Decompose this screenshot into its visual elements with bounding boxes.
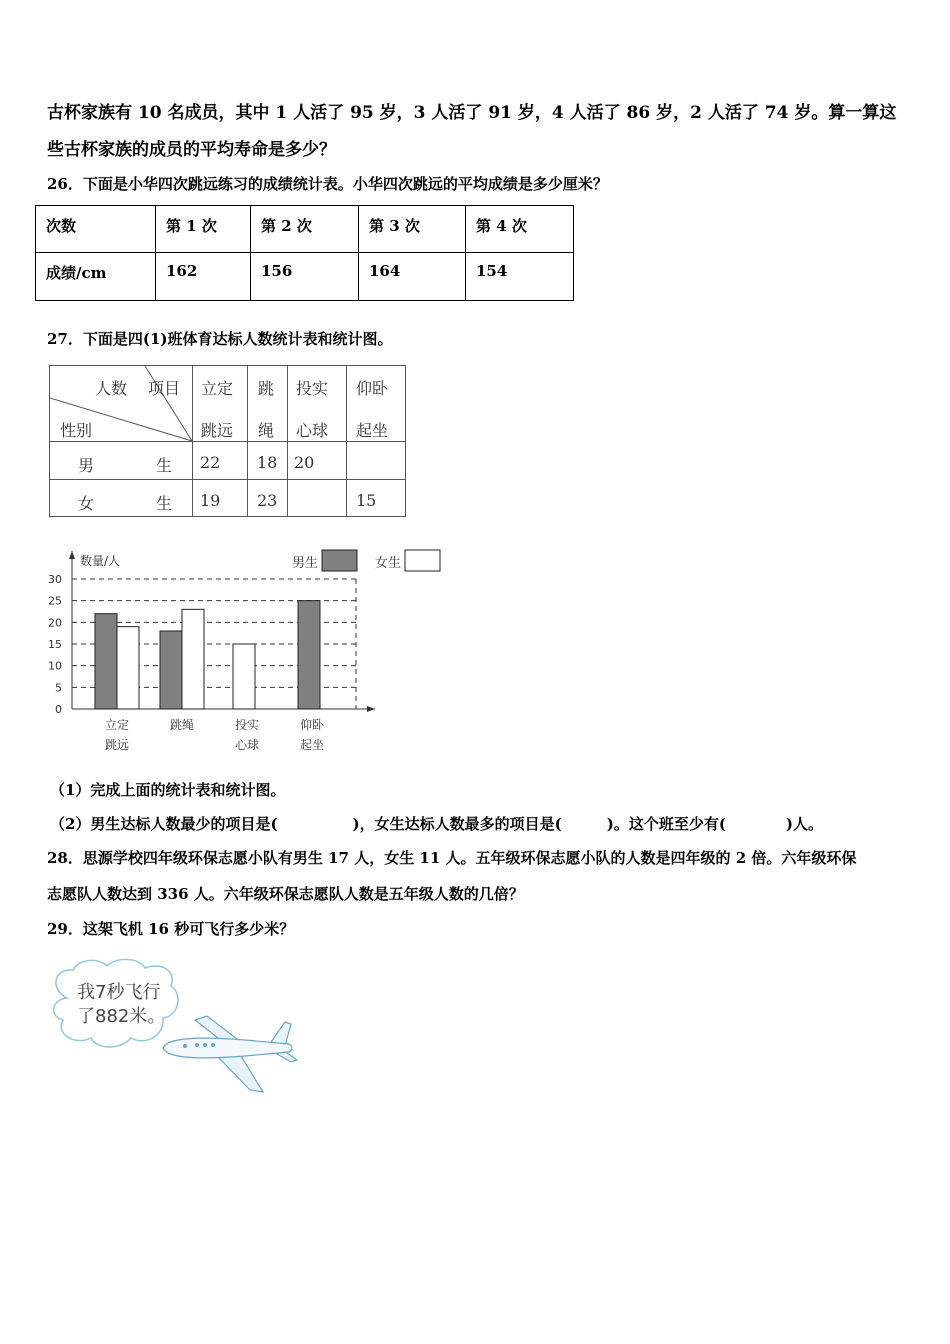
bar-boys [160, 631, 182, 709]
col-header-ball: 心球 [296, 421, 329, 440]
fitness-bar-chart [30, 545, 450, 760]
bar-boys [298, 601, 320, 709]
x-tick-label: 心球 [234, 738, 260, 752]
airplane-icon [163, 1016, 297, 1092]
x-axis-arrow [367, 706, 375, 712]
q27-stat-table [49, 365, 406, 517]
q26-value-cell: 154 [466, 253, 574, 301]
y-tick-label: 10 [48, 659, 62, 673]
x-tick-label: 跳绳 [169, 718, 195, 732]
q25-line2: 些古杯家族的成员的平均寿命是多少？ [47, 140, 336, 160]
q27-sub1: （1）完成上面的统计表和统计图。 [50, 781, 286, 799]
x-tick-label: 立定 [104, 718, 130, 732]
airplane-illustration [45, 958, 310, 1103]
col-header-rope: 跳 [258, 379, 275, 398]
q28-line2: 志愿队人数达到 336 人。六年级环保志愿队人数是五年级人数的几倍？ [47, 885, 524, 903]
q26-header-cell: 第 2 次 [251, 206, 359, 253]
q27-text: 27．下面是四(1)班体育达标人数统计表和统计图。 [47, 330, 393, 348]
bar-boys [95, 614, 117, 709]
y-tick-label: 25 [48, 594, 62, 608]
legend-swatch [405, 550, 440, 571]
legend-swatch [322, 550, 357, 571]
q26-header-row [36, 206, 574, 253]
y-tick-label: 0 [55, 703, 62, 716]
q27-sub2: （2）男生达标人数最少的项目是( )，女生达标人数最多的项目是( )。这个班至少有( )人。 [50, 815, 824, 833]
y-tick-label: 15 [48, 638, 62, 651]
row-label-female: 女 [78, 494, 95, 513]
q26-value-cell: 164 [359, 253, 466, 301]
col-header-situp: 起坐 [356, 421, 389, 440]
q26-score-table [35, 205, 574, 301]
legend-label: 男生 [292, 556, 319, 571]
q26-header-cell: 第 3 次 [359, 206, 466, 253]
x-tick-label: 跳远 [104, 738, 130, 752]
table-cell: 15 [356, 491, 377, 510]
speech-bubble [54, 959, 178, 1047]
row-label-male: 生 [156, 456, 173, 475]
bubble-line2: 了882米。 [77, 1006, 166, 1027]
y-tick-label: 30 [48, 573, 62, 586]
q26-header-cell: 次数 [36, 206, 156, 253]
corner-gender-label: 性别 [60, 421, 93, 440]
q26-value-row [36, 253, 574, 301]
q26-value-cell: 162 [156, 253, 251, 301]
y-axis-arrow [69, 551, 75, 559]
col-header-long-jump: 跳远 [201, 421, 234, 440]
y-tick-label: 5 [55, 681, 62, 695]
bubble-line1: 我7秒飞行 [77, 982, 161, 1003]
bar-girls [182, 609, 204, 709]
table-cell: 19 [200, 491, 221, 510]
col-header-situp: 仰卧 [356, 379, 389, 398]
table-cell: 22 [200, 453, 221, 472]
x-tick-label: 仰卧 [299, 718, 325, 732]
row-label-male: 男 [78, 456, 95, 475]
x-tick-label: 投实 [234, 718, 260, 732]
corner-item-label: 项目 [148, 379, 181, 398]
col-header-rope: 绳 [258, 421, 275, 440]
corner-count-label: 人数 [95, 379, 128, 398]
legend-label: 女生 [375, 556, 402, 571]
table-cell: 18 [257, 453, 278, 472]
q26-text: 26．下面是小华四次跳远练习的成绩统计表。小华四次跳远的平均成绩是多少厘米？ [47, 175, 608, 193]
table-cell: 23 [257, 491, 278, 510]
q26-header-cell: 第 4 次 [466, 206, 574, 253]
q26-value-cell: 成绩/cm [36, 253, 156, 301]
y-tick-label: 20 [48, 616, 62, 630]
row-label-female: 生 [156, 494, 173, 513]
q26-value-cell: 156 [251, 253, 359, 301]
col-header-ball: 投实 [296, 379, 329, 398]
q28-line1: 28．思源学校四年级环保志愿小队有男生 17 人，女生 11 人。五年级环保志愿小队的人数是四年级的 2 倍。六年级环保 [47, 849, 857, 867]
table-cell: 20 [294, 453, 315, 472]
y-axis-label: 数量/人 [80, 554, 121, 568]
x-tick-label: 起坐 [299, 738, 325, 752]
q29-text: 29．这架飞机 16 秒可飞行多少米？ [47, 920, 295, 938]
col-header-long-jump: 立定 [201, 379, 234, 398]
q25-line1: 古杯家族有 10 名成员，其中 1 人活了 95 岁，3 人活了 91 岁，4 人活了 86 岁，2 人活了 74 岁。算一算这 [47, 103, 897, 123]
bar-girls [233, 644, 255, 709]
q26-header-cell: 第 1 次 [156, 206, 251, 253]
bar-girls [117, 627, 139, 709]
